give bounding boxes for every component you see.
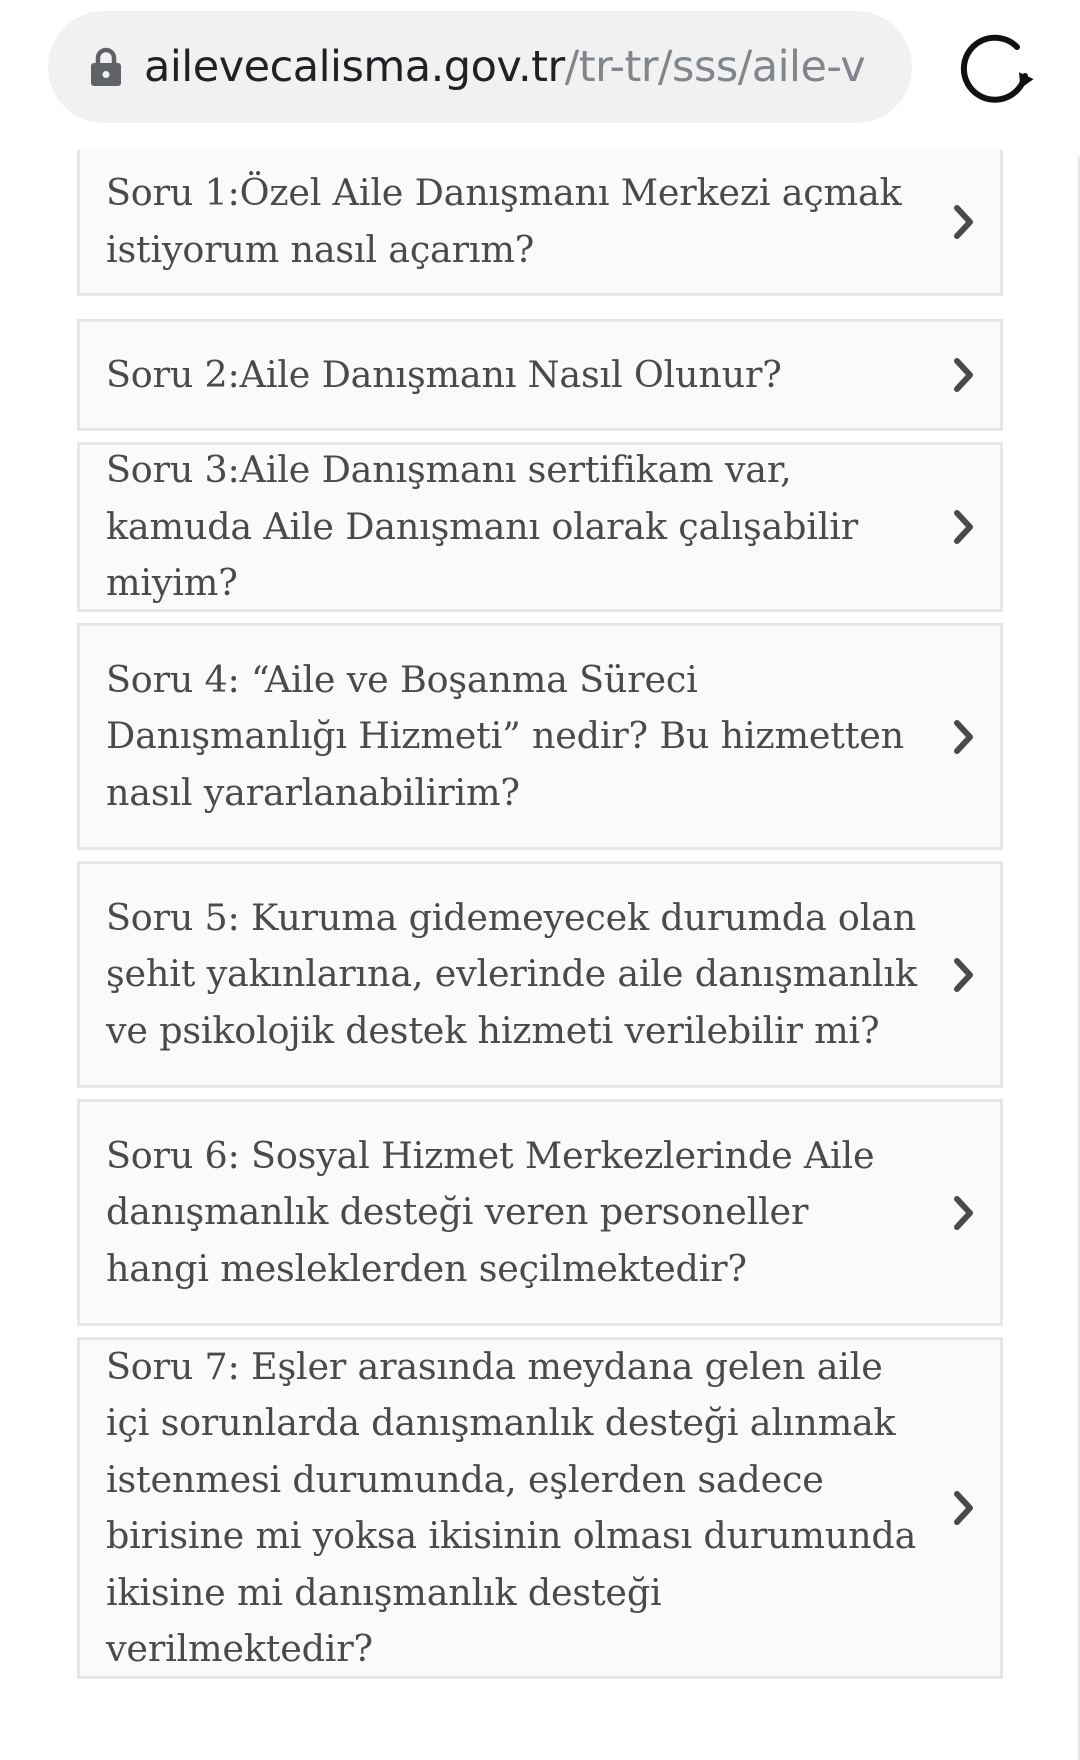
faq-item-4[interactable] bbox=[77, 623, 1003, 850]
chevron-right-icon bbox=[952, 508, 976, 546]
address-bar[interactable] bbox=[48, 11, 912, 123]
faq-question-text: Soru 6: Sosyal Hizmet Merkezlerinde Aile danışmanlık desteği veren personeller hangi mesleklerden seçilmektedir? bbox=[106, 1133, 875, 1290]
chevron-right-icon bbox=[952, 356, 976, 394]
faq-question-text: Soru 4: “Aile ve Boşanma Süreci Danışmanlığı Hizmeti” nedir? Bu hizmetten nasıl yararlanabilirim? bbox=[106, 657, 904, 814]
chevron-right-icon bbox=[952, 203, 976, 241]
chevron-right-icon bbox=[952, 1194, 976, 1232]
faq-question-text: Soru 1:Özel Aile Danışmanı Merkezi açmak istiyorum nasıl açarım? bbox=[106, 171, 902, 271]
chevron-right-icon bbox=[952, 1489, 976, 1527]
faq-question-text: Soru 3:Aile Danışmanı sertifikam var, kamuda Aile Danışmanı olarak çalışabilir miyim? bbox=[106, 448, 858, 605]
faq-item-7[interactable] bbox=[77, 1337, 1003, 1679]
chevron-right-icon bbox=[952, 718, 976, 756]
lock-icon bbox=[90, 47, 122, 87]
faq-item-1[interactable] bbox=[77, 150, 1003, 296]
faq-item-2[interactable] bbox=[77, 319, 1003, 431]
url-path: /tr-tr/sss/aile-v bbox=[564, 42, 866, 92]
faq-item-3[interactable] bbox=[77, 442, 1003, 612]
chevron-right-icon bbox=[952, 956, 976, 994]
url-domain: ailevecalisma.gov.tr bbox=[144, 42, 565, 92]
faq-question-text: Soru 2:Aile Danışmanı Nasıl Olunur? bbox=[106, 352, 782, 396]
reload-icon[interactable] bbox=[955, 28, 1037, 110]
faq-question-text: Soru 5: Kuruma gidemeyecek durumda olan şehit yakınlarına, evlerinde aile danışmanlık ve psikolojik destek hizmeti verilebilir mi? bbox=[106, 895, 917, 1052]
faq-item-6[interactable] bbox=[77, 1099, 1003, 1326]
faq-item-5[interactable] bbox=[77, 861, 1003, 1088]
faq-question-text: Soru 7: Eşler arasında meydana gelen aile içi sorunlarda danışmanlık desteği alınmak istenmesi durumunda, eşlerden sadece birisine mi yoksa ikisinin olması durumunda ikisine mi danışmanlık desteği verilmektedir? bbox=[106, 1344, 917, 1670]
url-text[interactable] bbox=[144, 42, 912, 92]
